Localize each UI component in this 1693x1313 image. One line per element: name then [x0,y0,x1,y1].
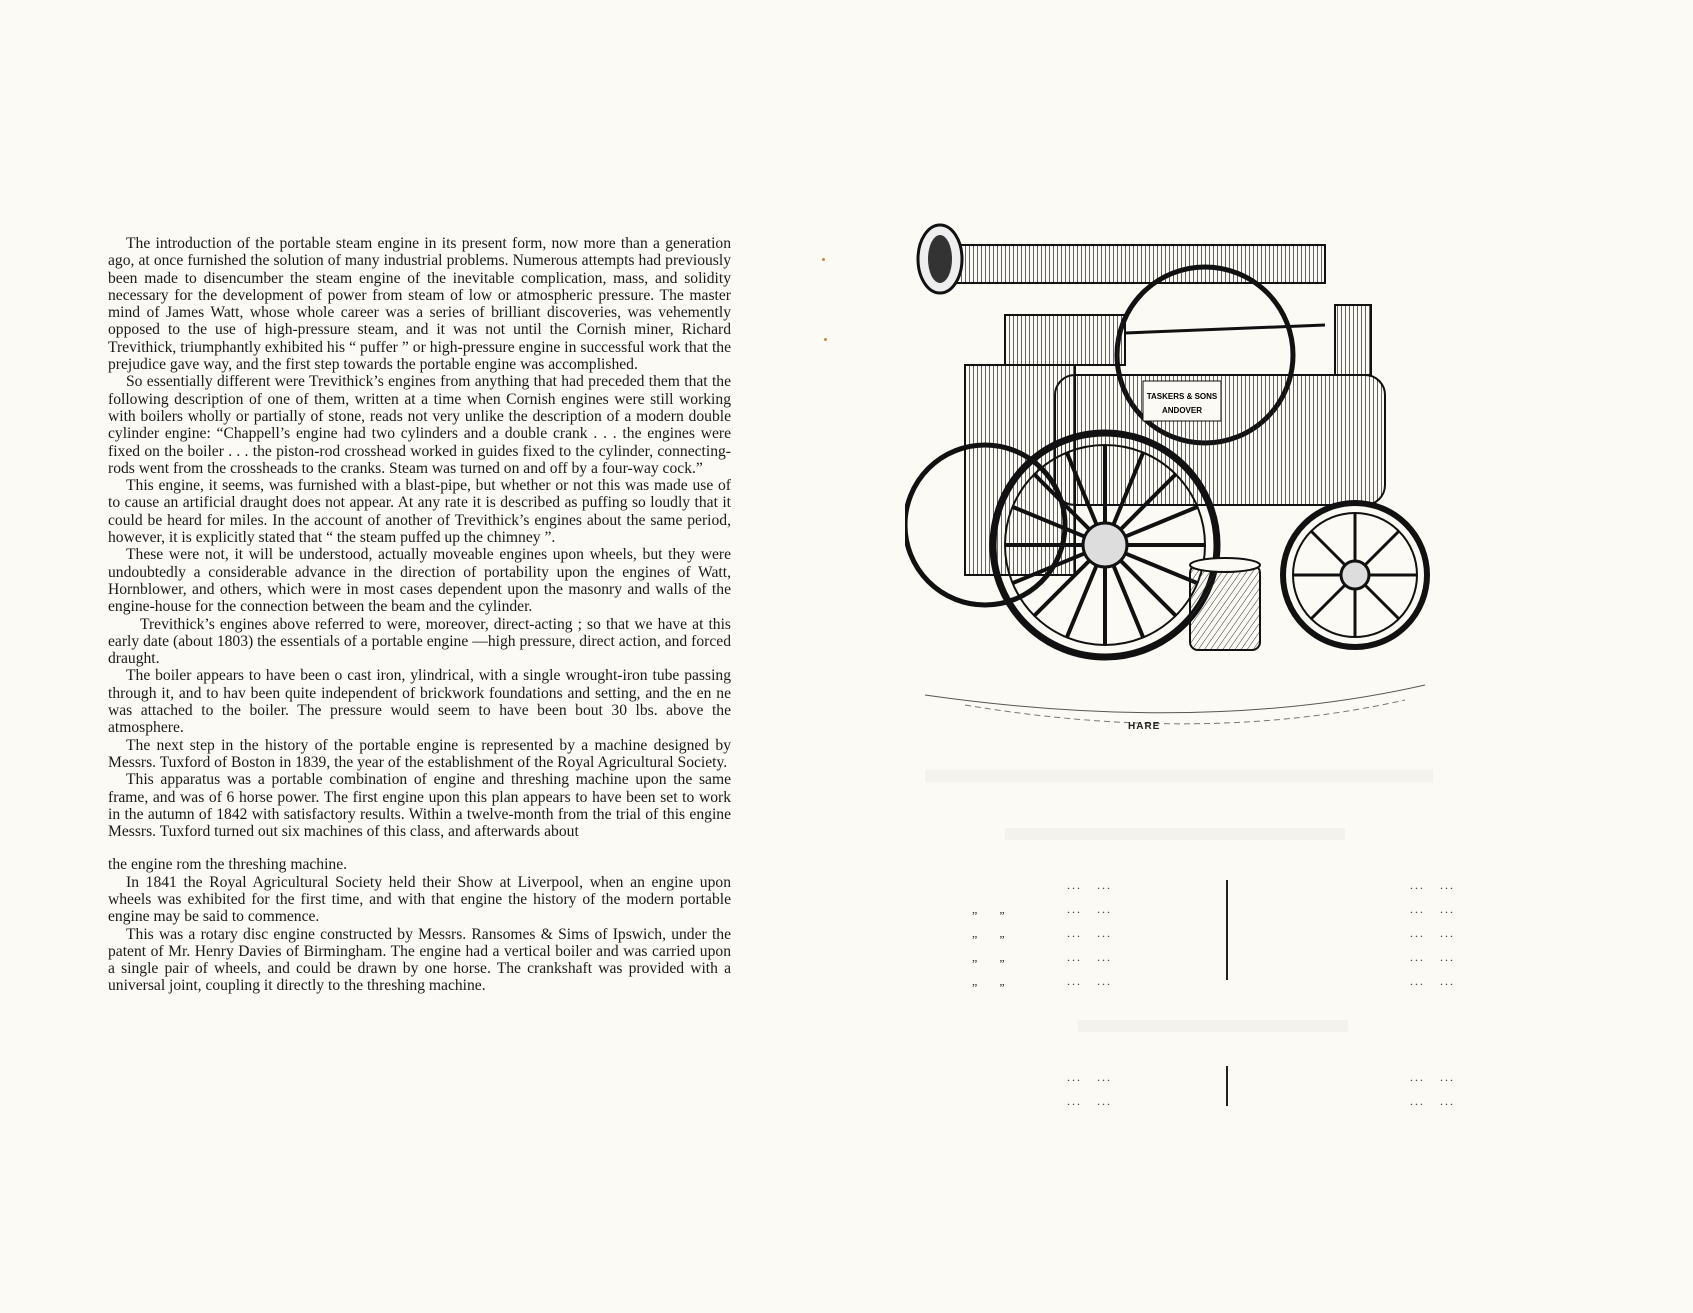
table-cell-dots: ... ... [1410,1094,1455,1108]
paragraph: This was a rotary disc engine constructed by Messrs. Ransomes & Sims of Ipswich, under the patent of Mr. Henry Davies of Birmingham. The engine had a vertical boiler and was carried upon a single pair of wheels, and could be drawn by one horse. The crankshaft was provided with a universal joint, coupling it directly to the threshing machine. [108,925,731,995]
paragraph: The next step in the history of the portable engine is represented by a machine designed by Messrs. Tuxford of Boston in 1839, the year of the establishment of the Royal Agricultural Society. [108,736,731,771]
table-cell-dots: ... ... [1067,878,1112,892]
faded-caption [925,770,1433,782]
water-barrel [1190,558,1260,650]
front-wheel [1283,503,1427,647]
chimney [955,245,1325,283]
engraver-signature: HARE [1128,721,1161,732]
table-cell-dots: ... ... [1067,926,1112,940]
faded-caption [1078,1020,1348,1032]
table-cell-dots: ... ... [1410,878,1455,892]
faded-caption [1005,828,1345,840]
table-cell-dots: ... ... [1067,1094,1112,1108]
paragraph: This apparatus was a portable combination of engine and threshing machine upon the same frame, and was of 6 horse power. The first engine upon this plan appears to have been set to work in the autumn of 1842 with satisfactory results. Within a twelve-month from the trial of this engine Messrs. Tuxford turned out six machines of this class, and afterwards about [108,771,731,841]
table-divider [1226,880,1228,980]
rear-wheel-near [993,433,1217,657]
paragraph: Trevithick’s engines above referred to were, moreover, direct-acting ; so that we have at this early date (about 1803) the essentials of a portable engine —high pressure, direct action, and forced draught. [108,615,731,668]
table-cell-dots: ... ... [1067,1070,1112,1084]
ground-hatching [925,685,1425,724]
paper-speck [822,258,825,261]
paragraph: The boiler appears to have been o cast iron, ylindrical, with a single wrought-iron tube passing through it, and to hav been quite independent of brickwork foundations and setting, and the en ne was attached to the boiler. The pressure would seem to have been bout 30 lbs. above the atmosphere. [108,667,731,737]
boiler-town-plate: ANDOVER [1161,406,1203,415]
table-cell-dots: ... ... [1410,950,1455,964]
paragraph: This engine, it seems, was furnished with a blast-pipe, but whether or not this was made use of to cause an artificial draught does not appear. At any rate it is described as puffing so loudly that it could be heard for miles. In the account of another of Trevithick’s engines about the same period, however, it is explicitly stated that “ the steam puffed up the chimney ”. [108,477,731,547]
table-cell-dots: ... ... [1067,950,1112,964]
paper-speck [824,338,827,341]
paragraph: These were not, it will be understood, actually moveable engines upon wheels, but they were undoubtedly a considerable advance in the direction of portability upon the engines of Watt, Hornblower, and others, which were in most cases dependent upon the masonry and walls of the engine-house for the connection between the beam and the cylinder. [108,546,731,616]
article-text [108,235,731,995]
paragraph: The introduction of the portable steam engine in its present form, now more than a generation ago, at once furnished the solution of many industrial problems. Numerous attempts had previously been made to disencumber the steam engine of the inevitable complication, mass, and solidity necessary for the development of power from steam of low or atmospheric pressure. The master mind of James Watt, whose whole career was a series of brilliant discoveries, was vehemently opposed to the use of high-pressure steam, and it was not until the Cornish miner, Richard Trevithick, triumphantly exhibited his “ puffer ” or high-pressure engine in successful work that the prejudice gave way, and the first step towards the portable engine was accomplished. [108,235,731,374]
portable-steam-engine-illustration [905,205,1505,740]
table-cell-dots: ... ... [1410,926,1455,940]
paragraph: In 1841 the Royal Agricultural Society held their Show at Liverpool, when an engine upon wheels was exhibited for the first time, and with that engine the history of the modern portable engine may be said to commence. [108,873,731,926]
table-cell-dots: ... ... [1067,974,1112,988]
table-divider [1226,1066,1228,1106]
table-cell-ditto: „ „ [972,950,1007,964]
boiler-maker-plate: TASKERS & SONS [1146,392,1218,401]
table-cell-ditto: „ „ [972,902,1007,916]
table-cell-dots: ... ... [1410,974,1455,988]
paragraph: So essentially different were Trevithick’s engines from anything that had preceded them that the following description of one of them, written at a time when Cornish engines were still working with boilers wholly or partially of stone, reads not very unlike the description of a modern double cylinder engine: “Chappell’s engine had two cylinders and a double crank . . . the engines were fixed on the boiler . . . the piston-rod crosshead worked in guides fixed to the cylinder, connecting-rods went from the crossheads to the cranks. Steam was turned on and off by a four-way cock.” [108,373,731,477]
paragraph: the engine rom the threshing machine. [108,856,348,874]
table-cell-dots: ... ... [1410,902,1455,916]
table-cell-dots: ... ... [1410,1070,1455,1084]
table-cell-ditto: „ „ [972,974,1007,988]
smokebox-chimney [1335,305,1371,375]
cylinder [1005,315,1125,365]
table-cell-ditto: „ „ [972,926,1007,940]
table-cell-dots: ... ... [1067,902,1112,916]
